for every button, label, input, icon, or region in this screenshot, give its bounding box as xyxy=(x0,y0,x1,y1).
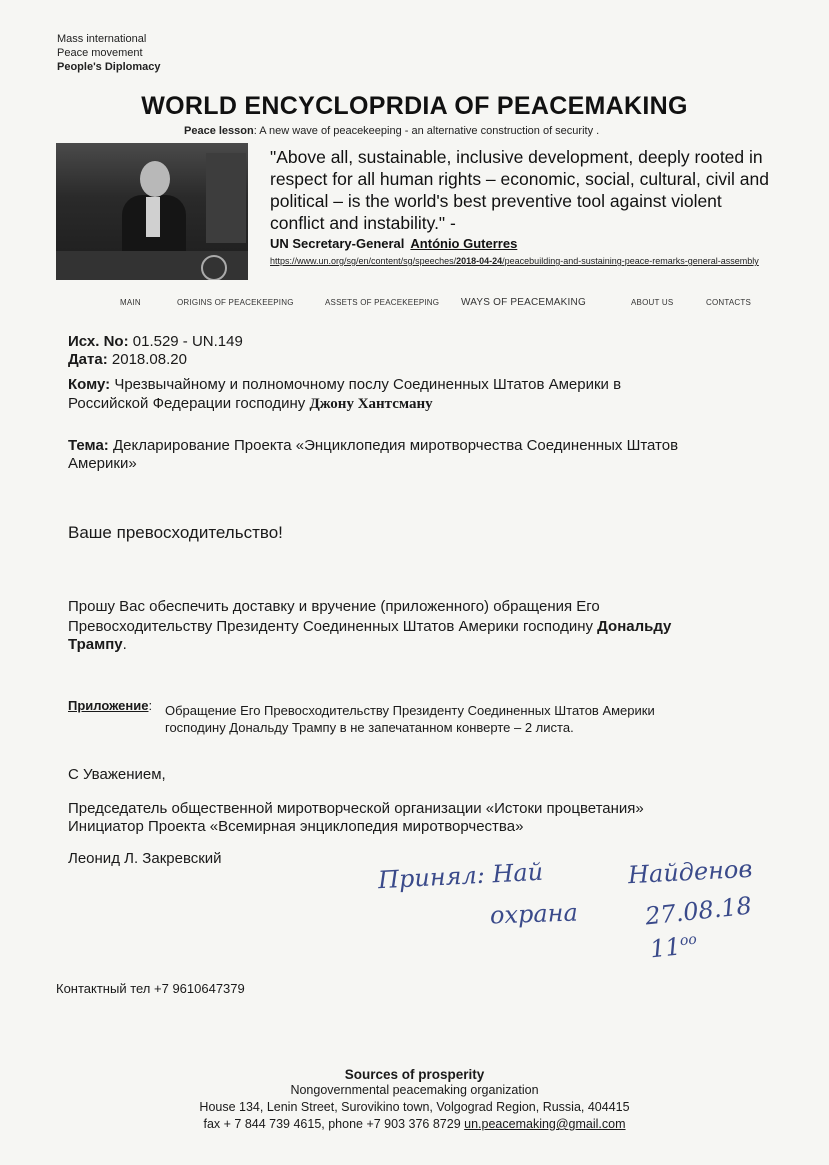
greeting: Ваше превосходительство! xyxy=(68,523,283,542)
body-line-1: Прошу Вас обеспечить доставку и вручение (приложенного) обращения Его xyxy=(68,598,600,615)
date-label: Дата: xyxy=(68,351,108,368)
nav-about[interactable]: ABOUT US xyxy=(631,298,674,307)
attachment-colon: : xyxy=(148,698,153,713)
handwritten-surname: Найденов xyxy=(627,854,753,890)
org-line-1: Mass international xyxy=(57,33,147,45)
attachment-line-1: Обращение Его Превосходительству Президенту Соединенных Штатов Америки xyxy=(165,703,655,718)
photo-shirt xyxy=(146,197,160,237)
body-name-1: Дональду xyxy=(597,618,672,635)
body-line-2-text: Превосходительству Президенту Соединенных Штатов Америки господину xyxy=(68,618,593,635)
author-role: UN Secretary-General xyxy=(270,236,405,251)
date-value: 2018.08.20 xyxy=(111,351,187,368)
signature-line-2: Инициатор Проекта «Всемирная энциклопедия миротворчества» xyxy=(68,818,524,835)
footer-phone: fax + 7 844 739 4615, phone +7 903 376 8729 xyxy=(203,1117,461,1131)
handwritten-time: $11^{oo}$ xyxy=(648,931,698,964)
url-part-1: https://www.un.org/sg/en/content/sg/speeches/ xyxy=(270,256,457,266)
recipient-line-1 xyxy=(68,376,621,394)
handwritten-date: 27.08.18 xyxy=(643,891,754,931)
un-emblem-icon xyxy=(201,255,227,280)
letter-date xyxy=(68,351,187,369)
main-title: WORLD ENCYCLOPRDIA OF PEACEMAKING xyxy=(141,92,688,120)
nav-main[interactable]: MAIN xyxy=(120,298,141,307)
to-label: Кому: xyxy=(68,376,111,393)
subject-line-2: Америки» xyxy=(68,455,137,472)
attachment-line-2: господину Дональду Трампу в не запечатанном конверте – 2 листа. xyxy=(165,720,574,735)
subtitle-rest: : A new wave of peacekeeping - an alternative construction of security . xyxy=(253,125,600,137)
subtitle-bold: Peace lesson xyxy=(184,125,254,137)
subject-line-1 xyxy=(68,437,678,455)
author-name: António Guterres xyxy=(410,236,518,251)
attachment-label-text: Приложение xyxy=(68,698,149,713)
photo-panel xyxy=(206,153,246,243)
regards: С Уважением, xyxy=(68,766,166,783)
ref-number xyxy=(68,333,243,351)
quote-author xyxy=(270,236,517,251)
footer-email-link[interactable]: un.peacemaking@gmail.com xyxy=(464,1117,626,1131)
ref-value: 01.529 - UN.149 xyxy=(132,333,243,350)
subject-label: Тема: xyxy=(68,437,109,454)
recipient-line-2 xyxy=(68,395,433,413)
footer-line-2: House 134, Lenin Street, Surovikino town, Volgograd Region, Russia, 404415 xyxy=(199,1100,630,1114)
nav-origins[interactable]: ORIGINS OF PEACEKEEPING xyxy=(177,298,294,307)
body-line-3 xyxy=(68,636,127,654)
footer-org-name: Sources of prosperity xyxy=(344,1067,485,1082)
subject-value-1: Декларирование Проекта «Энциклопедия миротворчества Соединенных Штатов xyxy=(112,437,679,454)
org-line-3: People's Diplomacy xyxy=(57,61,161,73)
to-value-1: Чрезвычайному и полномочному послу Соединенных Штатов Америки в xyxy=(114,376,622,393)
body-end: . xyxy=(122,636,127,653)
org-line-2: Peace movement xyxy=(57,47,143,59)
ref-label: Исх. No: xyxy=(68,333,129,350)
speaker-photo xyxy=(56,143,248,280)
footer-line-1: Nongovernmental peacemaking organization xyxy=(290,1083,539,1097)
signature-line-1: Председатель общественной миротворческой организации «Истоки процветания» xyxy=(68,800,644,817)
handwritten-line-1: Принял: Най xyxy=(377,857,544,895)
nav-contacts[interactable]: CONTACTS xyxy=(706,298,752,307)
contact-phone: Контактный тел +7 9610647379 xyxy=(56,981,245,996)
handwritten-received xyxy=(377,858,543,895)
url-part-3: /peacebuilding-and-sustaining-peace-remarks-general-assembly xyxy=(502,256,759,266)
to-value-2: Российской Федерации господину xyxy=(68,395,306,412)
url-part-2: 2018-04-24 xyxy=(456,256,503,266)
body-name-2: Трампу xyxy=(68,636,123,653)
nav-ways[interactable]: WAYS OF PEACEMAKING xyxy=(461,297,586,308)
nav-assets[interactable]: ASSETS OF PEACEKEEPING xyxy=(325,298,440,307)
quote-source-link[interactable] xyxy=(270,255,760,268)
signer-name: Леонид Л. Закревский xyxy=(68,850,222,867)
recipient-name: Джону Хантсману xyxy=(309,396,433,412)
photo-head xyxy=(140,161,170,197)
handwritten-guard: охрана xyxy=(489,898,579,930)
body-line-2 xyxy=(68,618,671,636)
handwritten-hour: 11 xyxy=(648,932,682,964)
footer-line-3 xyxy=(0,1116,829,1133)
subtitle xyxy=(184,125,599,137)
quote-text: "Above all, sustainable, inclusive development, deeply rooted in respect for all human rights – economic, social, cultural, civil and political – is the world's best preventive tool against violent conflict and instability." - xyxy=(270,147,769,233)
attachment-label xyxy=(68,697,152,714)
